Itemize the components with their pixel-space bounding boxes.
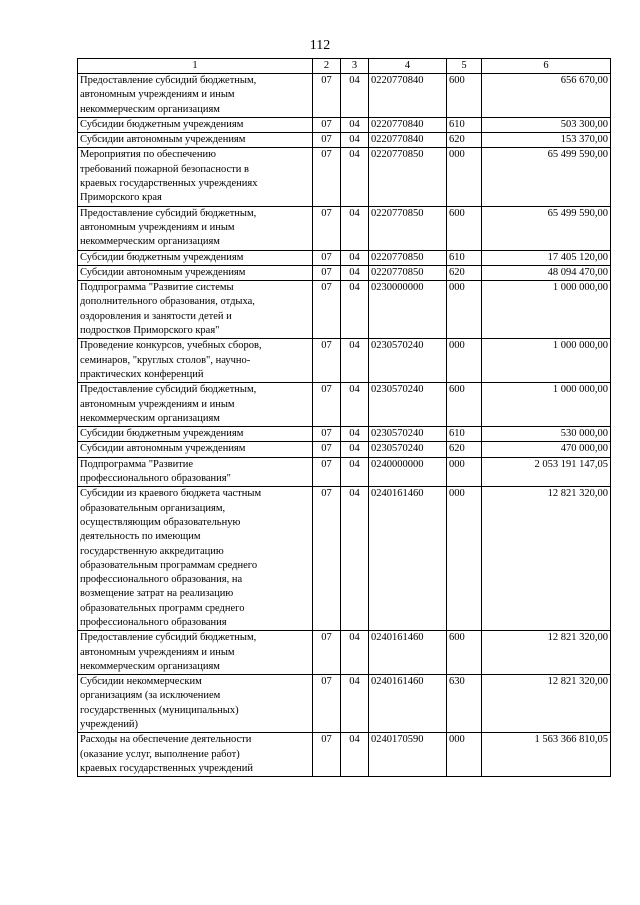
expense-type-code-cell: 000 xyxy=(447,148,482,206)
expense-type-code-cell: 610 xyxy=(447,250,482,265)
expense-type-code-cell: 000 xyxy=(447,733,482,777)
expense-type-code-cell: 630 xyxy=(447,675,482,733)
section-code-cell: 07 xyxy=(313,133,341,148)
header-col-4: 4 xyxy=(369,59,447,74)
section-code-cell: 07 xyxy=(313,457,341,487)
target-article-code-cell: 0240161460 xyxy=(369,675,447,733)
table-row xyxy=(78,74,611,118)
section-code-cell: 07 xyxy=(313,487,341,631)
item-name-cell: Расходы на обеспечение деятельности (оказание услуг, выполнение работ) краевых государственных учреждений xyxy=(78,733,313,777)
target-article-code-cell: 0230570240 xyxy=(369,442,447,457)
target-article-code-cell: 0240000000 xyxy=(369,457,447,487)
subsection-code-cell: 04 xyxy=(341,148,369,206)
header-row xyxy=(78,59,611,74)
item-name-cell: Проведение конкурсов, учебных сборов, семинаров, "круглых столов", научно- практических конференций xyxy=(78,339,313,383)
table-header xyxy=(78,59,611,74)
section-code-cell: 07 xyxy=(313,265,341,280)
target-article-code-cell: 0220770840 xyxy=(369,74,447,118)
target-article-code-cell: 0240170590 xyxy=(369,733,447,777)
amount-cell: 530 000,00 xyxy=(482,427,611,442)
table-row xyxy=(78,250,611,265)
table-row xyxy=(78,281,611,339)
table-row xyxy=(78,442,611,457)
expense-type-code-cell: 620 xyxy=(447,133,482,148)
expense-type-code-cell: 600 xyxy=(447,74,482,118)
section-code-cell: 07 xyxy=(313,631,341,675)
subsection-code-cell: 04 xyxy=(341,457,369,487)
item-name-cell: Субсидии бюджетным учреждениям xyxy=(78,117,313,132)
table-row xyxy=(78,117,611,132)
table-row xyxy=(78,487,611,631)
item-name-cell: Субсидии бюджетным учреждениям xyxy=(78,250,313,265)
subsection-code-cell: 04 xyxy=(341,339,369,383)
item-name-cell: Мероприятия по обеспечению требований пожарной безопасности в краевых государственных учреждениях Приморского края xyxy=(78,148,313,206)
target-article-code-cell: 0220770850 xyxy=(369,265,447,280)
table-row xyxy=(78,457,611,487)
item-name-cell: Предоставление субсидий бюджетным, автономным учреждениям и иным некоммерческим организациям xyxy=(78,631,313,675)
amount-cell: 153 370,00 xyxy=(482,133,611,148)
amount-cell: 1 000 000,00 xyxy=(482,281,611,339)
amount-cell: 65 499 590,00 xyxy=(482,206,611,250)
amount-cell: 656 670,00 xyxy=(482,74,611,118)
section-code-cell: 07 xyxy=(313,442,341,457)
section-code-cell: 07 xyxy=(313,74,341,118)
expense-type-code-cell: 610 xyxy=(447,427,482,442)
target-article-code-cell: 0230570240 xyxy=(369,427,447,442)
expense-type-code-cell: 600 xyxy=(447,631,482,675)
section-code-cell: 07 xyxy=(313,117,341,132)
amount-cell: 12 821 320,00 xyxy=(482,675,611,733)
item-name-cell: Субсидии автономным учреждениям xyxy=(78,442,313,457)
table-row xyxy=(78,148,611,206)
subsection-code-cell: 04 xyxy=(341,74,369,118)
expense-type-code-cell: 620 xyxy=(447,265,482,280)
table-row xyxy=(78,427,611,442)
header-col-2: 2 xyxy=(313,59,341,74)
subsection-code-cell: 04 xyxy=(341,427,369,442)
target-article-code-cell: 0220770850 xyxy=(369,206,447,250)
amount-cell: 1 000 000,00 xyxy=(482,339,611,383)
subsection-code-cell: 04 xyxy=(341,206,369,250)
section-code-cell: 07 xyxy=(313,281,341,339)
table-body xyxy=(78,74,611,777)
item-name-cell: Субсидии автономным учреждениям xyxy=(78,265,313,280)
expense-type-code-cell: 600 xyxy=(447,206,482,250)
section-code-cell: 07 xyxy=(313,148,341,206)
subsection-code-cell: 04 xyxy=(341,442,369,457)
header-col-1: 1 xyxy=(78,59,313,74)
table-row xyxy=(78,675,611,733)
expense-type-code-cell: 620 xyxy=(447,442,482,457)
page-number: 112 xyxy=(309,38,331,53)
expense-type-code-cell: 600 xyxy=(447,383,482,427)
section-code-cell: 07 xyxy=(313,675,341,733)
expense-type-code-cell: 000 xyxy=(447,281,482,339)
item-name-cell: Предоставление субсидий бюджетным, автономным учреждениям и иным некоммерческим организациям xyxy=(78,383,313,427)
target-article-code-cell: 0220770840 xyxy=(369,117,447,132)
table-row xyxy=(78,206,611,250)
target-article-code-cell: 0230000000 xyxy=(369,281,447,339)
table-row xyxy=(78,733,611,777)
table-row xyxy=(78,339,611,383)
target-article-code-cell: 0220770840 xyxy=(369,133,447,148)
amount-cell: 2 053 191 147,05 xyxy=(482,457,611,487)
subsection-code-cell: 04 xyxy=(341,675,369,733)
amount-cell: 1 000 000,00 xyxy=(482,383,611,427)
target-article-code-cell: 0230570240 xyxy=(369,339,447,383)
target-article-code-cell: 0220770850 xyxy=(369,250,447,265)
item-name-cell: Подпрограмма "Развитие системы дополнительного образования, отдыха, оздоровления и занятости детей и подростков Приморского края" xyxy=(78,281,313,339)
subsection-code-cell: 04 xyxy=(341,281,369,339)
subsection-code-cell: 04 xyxy=(341,383,369,427)
target-article-code-cell: 0240161460 xyxy=(369,487,447,631)
item-name-cell: Субсидии автономным учреждениям xyxy=(78,133,313,148)
section-code-cell: 07 xyxy=(313,427,341,442)
item-name-cell: Предоставление субсидий бюджетным, автономным учреждениям и иным некоммерческим организациям xyxy=(78,74,313,118)
item-name-cell: Предоставление субсидий бюджетным, автономным учреждениям и иным некоммерческим организациям xyxy=(78,206,313,250)
expense-type-code-cell: 000 xyxy=(447,339,482,383)
section-code-cell: 07 xyxy=(313,339,341,383)
subsection-code-cell: 04 xyxy=(341,631,369,675)
expense-type-code-cell: 000 xyxy=(447,487,482,631)
table-row xyxy=(78,631,611,675)
expense-type-code-cell: 610 xyxy=(447,117,482,132)
item-name-cell: Субсидии некоммерческим организациям (за исключением государственных (муниципальных) учреждений) xyxy=(78,675,313,733)
section-code-cell: 07 xyxy=(313,383,341,427)
amount-cell: 48 094 470,00 xyxy=(482,265,611,280)
amount-cell: 1 563 366 810,05 xyxy=(482,733,611,777)
header-col-3: 3 xyxy=(341,59,369,74)
item-name-cell: Подпрограмма "Развитие профессионального образования" xyxy=(78,457,313,487)
subsection-code-cell: 04 xyxy=(341,250,369,265)
section-code-cell: 07 xyxy=(313,206,341,250)
subsection-code-cell: 04 xyxy=(341,133,369,148)
item-name-cell: Субсидии из краевого бюджета частным образовательным организациям, осуществляющим образовательную деятельность по имеющим государственную аккредитацию образовательным программам среднего профессионального образования, на возмещение затрат на реализацию образовательных программ среднего профессионального образования xyxy=(78,487,313,631)
target-article-code-cell: 0240161460 xyxy=(369,631,447,675)
header-col-5: 5 xyxy=(447,59,482,74)
amount-cell: 470 000,00 xyxy=(482,442,611,457)
amount-cell: 12 821 320,00 xyxy=(482,487,611,631)
item-name-cell: Субсидии бюджетным учреждениям xyxy=(78,427,313,442)
subsection-code-cell: 04 xyxy=(341,733,369,777)
table-row xyxy=(78,383,611,427)
amount-cell: 65 499 590,00 xyxy=(482,148,611,206)
header-col-6: 6 xyxy=(482,59,611,74)
amount-cell: 17 405 120,00 xyxy=(482,250,611,265)
subsection-code-cell: 04 xyxy=(341,117,369,132)
expense-type-code-cell: 000 xyxy=(447,457,482,487)
subsection-code-cell: 04 xyxy=(341,265,369,280)
amount-cell: 12 821 320,00 xyxy=(482,631,611,675)
target-article-code-cell: 0230570240 xyxy=(369,383,447,427)
section-code-cell: 07 xyxy=(313,250,341,265)
section-code-cell: 07 xyxy=(313,733,341,777)
target-article-code-cell: 0220770850 xyxy=(369,148,447,206)
table-row xyxy=(78,265,611,280)
subsection-code-cell: 04 xyxy=(341,487,369,631)
table-row xyxy=(78,133,611,148)
amount-cell: 503 300,00 xyxy=(482,117,611,132)
budget-table xyxy=(77,58,611,777)
